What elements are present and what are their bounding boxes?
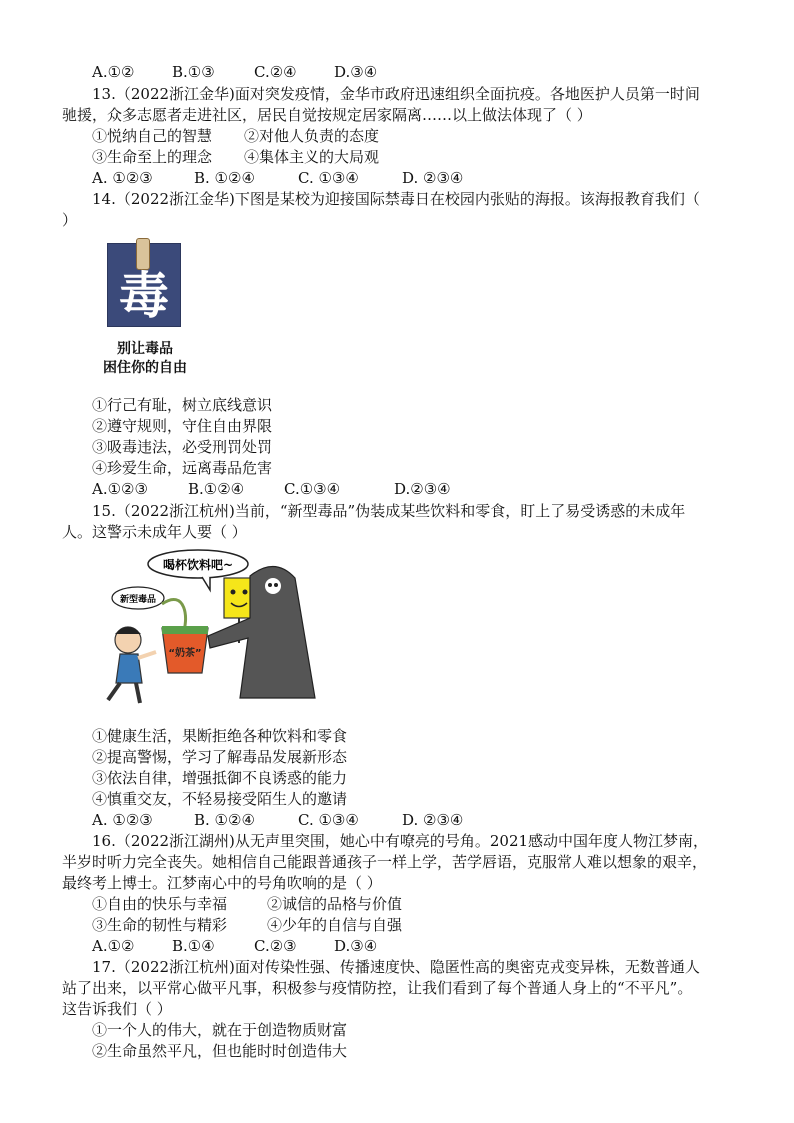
statement: ②诚信的品格与价值 — [267, 895, 403, 913]
q14-stem-line2: ） — [62, 211, 78, 229]
q15-statement-1: ①健康生活，果断拒绝各种饮料和零食 — [92, 727, 348, 745]
option-b: B.①②④ — [188, 480, 245, 498]
q15-statement-2: ②提高警惕，学习了解毒品发展新形态 — [92, 748, 348, 766]
option-b: B.①③ — [172, 63, 215, 81]
q15-statement-3: ③依法自律，增强抵御不良诱惑的能力 — [92, 769, 348, 787]
option-c: C. ①③④ — [298, 811, 359, 829]
tag-text: 新型毒品 — [119, 595, 157, 605]
q15-stem-line2: 人。这警示未成年人要（ ） — [62, 523, 247, 541]
anti-drug-poster — [107, 243, 181, 327]
q14-statement-4: ④珍爱生命，远离毒品危害 — [92, 459, 273, 477]
drug-cartoon — [90, 548, 330, 708]
statement: ③生命的韧性与精彩 — [92, 916, 228, 934]
q16-statements-row2 — [92, 915, 402, 935]
q13-statements-row1 — [92, 126, 379, 146]
option-c: C. ①③④ — [298, 169, 359, 187]
q13-options — [92, 168, 463, 188]
q13-stem-line1: 13.（2022浙江金华)面对突发疫情，金华市政府迅速组织全面抗疫。各地医护人员第一时间 — [92, 85, 700, 103]
q17-stem-line1: 17.（2022浙江杭州)面对传染性强、传播速度快、隐匿性高的奥密克戎变异株，无数普通人 — [92, 958, 700, 976]
q14-stem-line1: 14.（2022浙江金华)下图是某校为迎接国际禁毒日在校园内张贴的海报。该海报教育我们（ — [92, 190, 700, 208]
option-d: D.③④ — [334, 63, 378, 81]
option-b: B. ①②④ — [194, 811, 255, 829]
q15-statement-4: ④慎重交友，不轻易接受陌生人的邀请 — [92, 790, 348, 808]
q14-statement-3: ③吸毒违法，必受刑罚处罚 — [92, 438, 273, 456]
statement: ③生命至上的理念 — [92, 148, 213, 166]
option-c: C.②④ — [254, 63, 297, 81]
q17-statement-2: ②生命虽然平凡，但也能时时创造伟大 — [92, 1042, 348, 1060]
q12-options — [92, 62, 377, 82]
bubble-text: 喝杯饮料吧~ — [162, 558, 234, 572]
option-d: D.③④ — [334, 937, 378, 955]
q14-statement-2: ②遵守规则，守住自由界限 — [92, 417, 273, 435]
q15-options — [92, 810, 463, 830]
option-a: A. ①②③ — [92, 169, 153, 187]
q15-stem-line1: 15.（2022浙江杭州)当前，“新型毒品”伪装成某些饮料和零食，盯上了易受诱惑的未成年 — [92, 502, 686, 520]
option-b: B.①④ — [172, 937, 215, 955]
statement: ④少年的自信与自强 — [267, 916, 403, 934]
option-a: A. ①②③ — [92, 811, 153, 829]
cup-label: “奶茶” — [168, 648, 202, 659]
q16-stem-line2: 半岁时听力完全丧失。她相信自己能跟普通孩子一样上学，苦学唇语，克服常人难以想象的艰辛， — [62, 853, 708, 871]
option-a: A.①②③ — [92, 480, 148, 498]
poster-character: 毒 — [119, 266, 169, 325]
statement: ④集体主义的大局观 — [244, 148, 380, 166]
option-d: D.②③④ — [394, 480, 451, 498]
q16-statements-row1 — [92, 894, 402, 914]
q16-stem-line3: 最终考上博士。江梦南心中的号角吹响的是（ ） — [62, 874, 382, 892]
option-c: C.②③ — [254, 937, 297, 955]
option-c: C.①③④ — [284, 480, 341, 498]
q14-options — [92, 479, 451, 499]
q16-stem-line1: 16.（2022浙江湖州)从无声里突围，她心中有嘹亮的号角。2021感动中国年度人物江梦南， — [92, 832, 709, 850]
option-d: D. ②③④ — [402, 811, 464, 829]
q13-statements-row2 — [92, 147, 379, 167]
poster-caption-line2: 困住你的自由 — [103, 360, 187, 376]
option-d: D. ②③④ — [402, 169, 464, 187]
option-b: B. ①②④ — [194, 169, 255, 187]
statement: ②对他人负责的态度 — [244, 127, 380, 145]
q13-stem-line2: 驰援，众多志愿者走进社区，居民自觉按规定居家隔离……以上做法体现了（ ） — [62, 106, 592, 124]
option-a: A.①② — [92, 63, 135, 81]
option-a: A.①② — [92, 937, 135, 955]
q16-options — [92, 936, 377, 956]
q17-stem-line3: 这告诉我们（ ） — [62, 1000, 172, 1018]
statement: ①自由的快乐与幸福 — [92, 895, 228, 913]
statement: ①悦纳自己的智慧 — [92, 127, 213, 145]
poster-caption-line1: 别让毒品 — [117, 341, 173, 357]
q17-statement-1: ①一个人的伟大，就在于创造物质财富 — [92, 1021, 348, 1039]
q14-statement-1: ①行己有耻，树立底线意识 — [92, 396, 273, 414]
q17-stem-line2: 站了出来，以平常心做平凡事，积极参与疫情防控，让我们看到了每个普通人身上的“不平凡”。 — [62, 979, 693, 997]
